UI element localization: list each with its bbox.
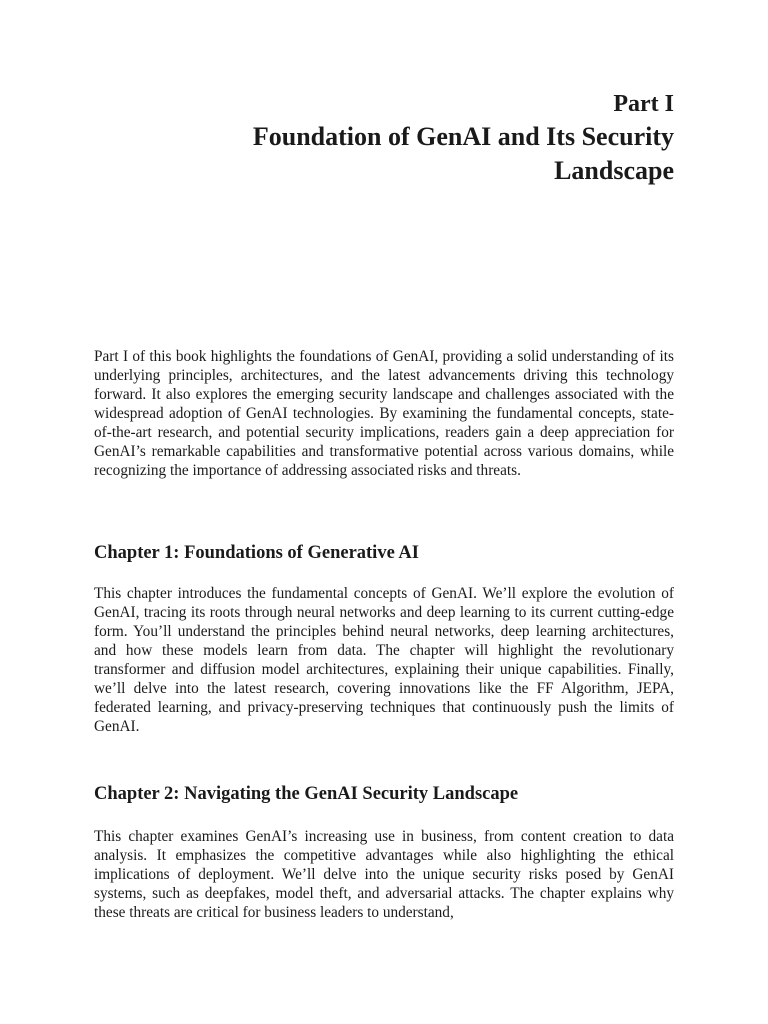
chapter-2-heading: Chapter 2: Navigating the GenAI Security Landscape: [94, 784, 519, 804]
book-page: [94, 0, 674, 1024]
part-title-line-1: Foundation of GenAI and Its Security: [252, 122, 674, 151]
part-title-line-2: Landscape: [554, 156, 674, 185]
part-heading: [94, 88, 674, 188]
intro-paragraph: Part I of this book highlights the foundations of GenAI, providing a solid understanding of its underlying principles, architectures, and the latest advancements driving this technology forward. It also explores the emerging security landscape and challenges associated with the widespread adoption of GenAI technologies. By examining the fundamental concepts, state-of-the-art research, and potential security implications, readers gain a deep appreciation for GenAI’s remarkable capabilities and transformative potential across various domains, while recognizing the importance of addressing associated risks and threats.: [94, 348, 674, 479]
chapter-1-summary: This chapter introduces the fundamental concepts of GenAI. We’ll explore the evolution of GenAI, tracing its roots through neural networks and deep learning to its current cutting-edge form. You’ll understand the principles behind neural networks, deep learning architectures, and how these models learn from data. The chapter will highlight the revolutionary transformer and diffusion model architectures, explaining their unique capabilities. Finally, we’ll delve into the latest research, covering innovations like the FF Algorithm, JEPA, federated learning, and privacy-preserving techniques that continuously push the limits of GenAI.: [94, 585, 674, 735]
chapter-2-summary: This chapter examines GenAI’s increasing use in business, from content creation to data analysis. It emphasizes the competitive advantages while also highlighting the ethical implications of deployment. We’ll delve into the unique security risks posed by GenAI systems, such as deepfakes, model theft, and adversarial attacks. The chapter explains why these threats are critical for business leaders to understand,: [94, 828, 674, 921]
chapter-1-heading: Chapter 1: Foundations of Generative AI: [94, 543, 419, 563]
part-label: Part I: [613, 91, 674, 117]
